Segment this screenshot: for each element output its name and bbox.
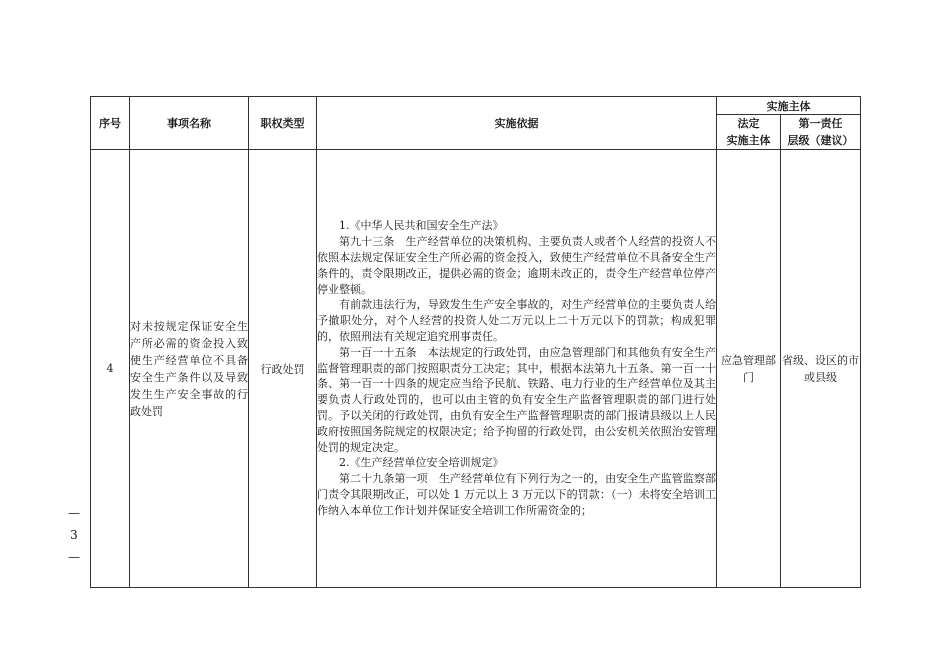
cell-item-name: 对未按规定保证安全生产所必需的资金投入致使生产经营单位不具备安全生产条件以及导致发生生产安全事故的行政处罚 bbox=[130, 150, 249, 588]
header-legal-subject-line2: 实施主体 bbox=[726, 134, 771, 147]
page-number bbox=[64, 506, 84, 564]
basis-paragraph: 第二十九条第一项 生产经营单位有下列行为之一的，由安全生产监管监察部门责令其限期改正，可以处 1 万元以上 3 万元以下的罚款：（一）未将安全培训工作纳入本单位工作计划并保证安全培训工作所需资金的； bbox=[317, 472, 716, 517]
basis-paragraph: 第九十三条 生产经营单位的决策机构、主要负责人或者个人经营的投资人不依照本法规定保证安全生产所必需的资金投入，致使生产经营单位不具备安全生产条件的，责令限期改正，提供必需的资金；逾期未改正的，责令生产经营单位停产停业整顿。 bbox=[317, 235, 716, 296]
header-basis: 实施依据 bbox=[317, 97, 717, 150]
page-number-dash-bottom: — bbox=[68, 550, 80, 564]
basis-paragraph: 1.《中华人民共和国安全生产法》 bbox=[339, 219, 504, 233]
cell-power-type: 行政处罚 bbox=[249, 150, 317, 588]
page-number-dash-top: — bbox=[68, 506, 80, 520]
header-legal-subject bbox=[717, 115, 781, 150]
header-first-resp-line1: 第一责任 bbox=[798, 117, 843, 130]
cell-first-resp-level: 省级、设区的市或县级 bbox=[781, 150, 861, 588]
matters-table bbox=[90, 96, 861, 588]
table-row bbox=[91, 150, 861, 588]
basis-paragraph: 第一百一十五条 本法规定的行政处罚，由应急管理部门和其他负有安全生产监督管理职责的部门按照职责分工决定；其中，根据本法第九十五条、第一百一十条、第一百一十四条的规定应当给予民航、铁路、电力行业的生产经营单位及其主要负责人行政处罚的，也可以由主管的负有安全生产监督管理职责的部门进行处罚。予以关闭的行政处罚，由负有安全生产监督管理职责的部门报请县级以上人民政府按照国务院规定的权限决定；给予拘留的行政处罚，由公安机关依照治安管理处罚的规定决定。 bbox=[317, 345, 716, 454]
basis-paragraph: 2.《生产经营单位安全培训规定》 bbox=[339, 456, 504, 470]
header-power-type: 职权类型 bbox=[249, 97, 317, 150]
header-item-name: 事项名称 bbox=[130, 97, 249, 150]
basis-paragraph: 有前款违法行为，导致发生生产安全事故的，对生产经营单位的主要负责人给予撤职处分，对个人经营的投资人处二万元以上二十万元以下的罚款；构成犯罪的，依照刑法有关规定追究刑事责任。 bbox=[317, 298, 716, 343]
cell-seq: 4 bbox=[91, 150, 130, 588]
header-subject: 实施主体 bbox=[717, 97, 861, 115]
header-first-resp-line2: 层级（建议） bbox=[787, 134, 854, 147]
header-first-resp-level bbox=[781, 115, 861, 150]
cell-basis bbox=[317, 150, 717, 588]
header-seq: 序号 bbox=[91, 97, 130, 150]
page-number-value: 3 bbox=[70, 528, 78, 542]
header-legal-subject-line1: 法定 bbox=[737, 117, 760, 130]
cell-legal-subject: 应急管理部门 bbox=[717, 150, 781, 588]
